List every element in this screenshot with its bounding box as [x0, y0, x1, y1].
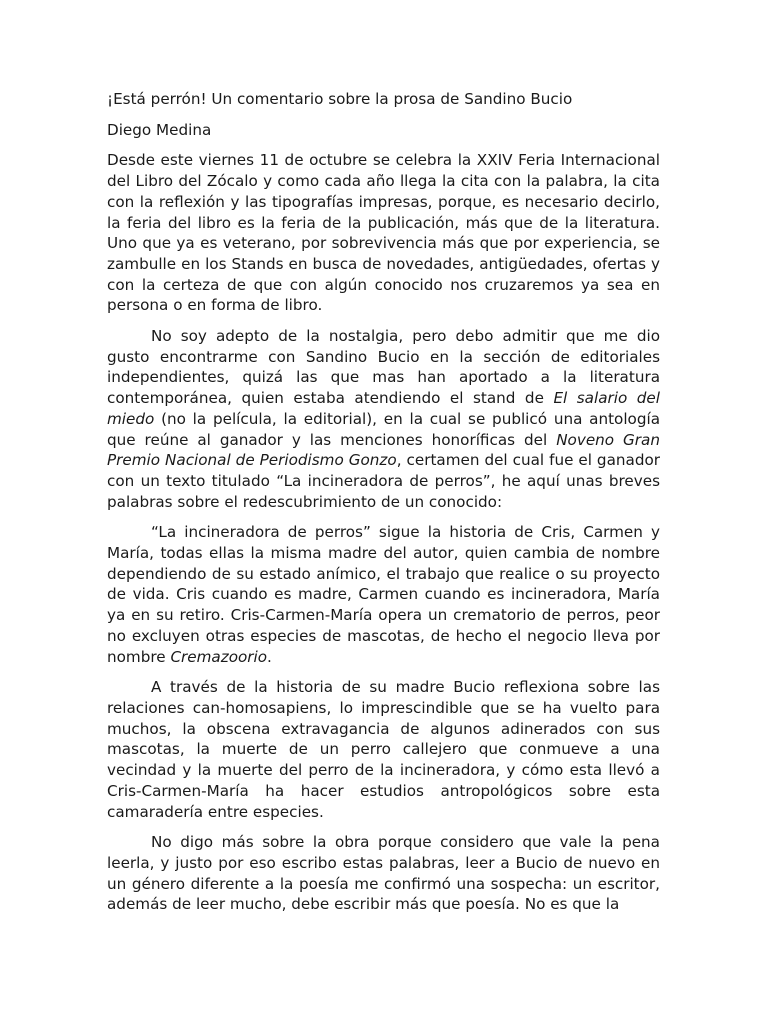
paragraph-2: [107, 326, 660, 512]
author-name: Diego Medina: [107, 120, 212, 139]
paragraph-1: Desde este viernes 11 de octubre se celebra la XXIV Feria Internacional del Libro del Zócalo y como cada año llega la cita con la palabra, la cita con la reflexión y las tipografías impresas, porque, es necesario decirlo, la feria del libro es la feria de la publicación, más que de la literatura. Uno que ya es veterano, por sobrevivencia más que por experiencia, se zambulle en los Stands en busca de novedades, antigüedades, ofertas y con la certeza de que con algún conocido nos cruzaremos ya sea en persona o en forma de libro.: [107, 151, 660, 315]
paragraph-5: No digo más sobre la obra porque considero que vale la pena leerla, y justo por eso escribo estas palabras, leer a Bucio de nuevo en un género diferente a la poesía me confirmó una sospecha: un escritor, además de leer mucho, debe escribir más que poesía. No es que la: [107, 833, 660, 914]
paragraph-4: A través de la historia de su madre Bucio reflexiona sobre las relaciones can-homosapiens, lo imprescindible que se ha vuelto para muchos, la obscena extravagancia de algunos adinerados con sus mascotas, la muerte de un perro callejero que conmueve a una vecindad y la muerte del perro de la incineradora, y cómo esta llevó a Cris-Carmen-María ha hacer estudios antropológicos sobre esta camaradería entre especies.: [107, 678, 660, 821]
paragraph-3-text-a: “La incineradora de perros” sigue la historia de Cris, Carmen y María, todas ellas la misma madre del autor, quien cambia de nombre dependiendo de su estado anímico, el trabajo que realice o su proyecto de vida. Cris cuando es madre, Carmen cuando es incineradora, María ya en su retiro. Cris-Carmen-María opera un crematorio de perros, peor no excluyen otras especies de mascotas, de hecho el negocio lleva por nombre: [107, 523, 660, 666]
document-page: [107, 89, 660, 925]
paragraph-2-text-a: No soy adepto de la nostalgia, pero debo admitir que me dio gusto encontrarme con Sandino Bucio en la sección de editoriales independientes, quizá las que mas han aportado a la literatura contemporánea, quien estaba atendiendo el stand de: [107, 327, 660, 408]
paragraph-2-text-e: , certamen del cual fue el ganador con un texto titulado “La incineradora de perros”, he aquí unas breves palabras sobre el redescubrimiento de un conocido:: [107, 451, 660, 511]
article-title: ¡Está perrón! Un comentario sobre la prosa de Sandino Bucio: [107, 90, 573, 108]
paragraph-2-italic-prize: Noveno Gran Premio Nacional de Periodismo Gonzo: [107, 430, 660, 470]
paragraph-3: [107, 522, 660, 667]
paragraph-3-text-c: .: [267, 647, 272, 666]
paragraph-2-italic-publisher: El salario del miedo: [107, 389, 660, 428]
paragraph-3-italic-business-name: Cremazoorio: [170, 647, 268, 666]
paragraph-2-text-c: (no la película, la editorial), en la cual se publicó una antología que reúne al ganador y las menciones honoríficas del: [107, 409, 660, 449]
